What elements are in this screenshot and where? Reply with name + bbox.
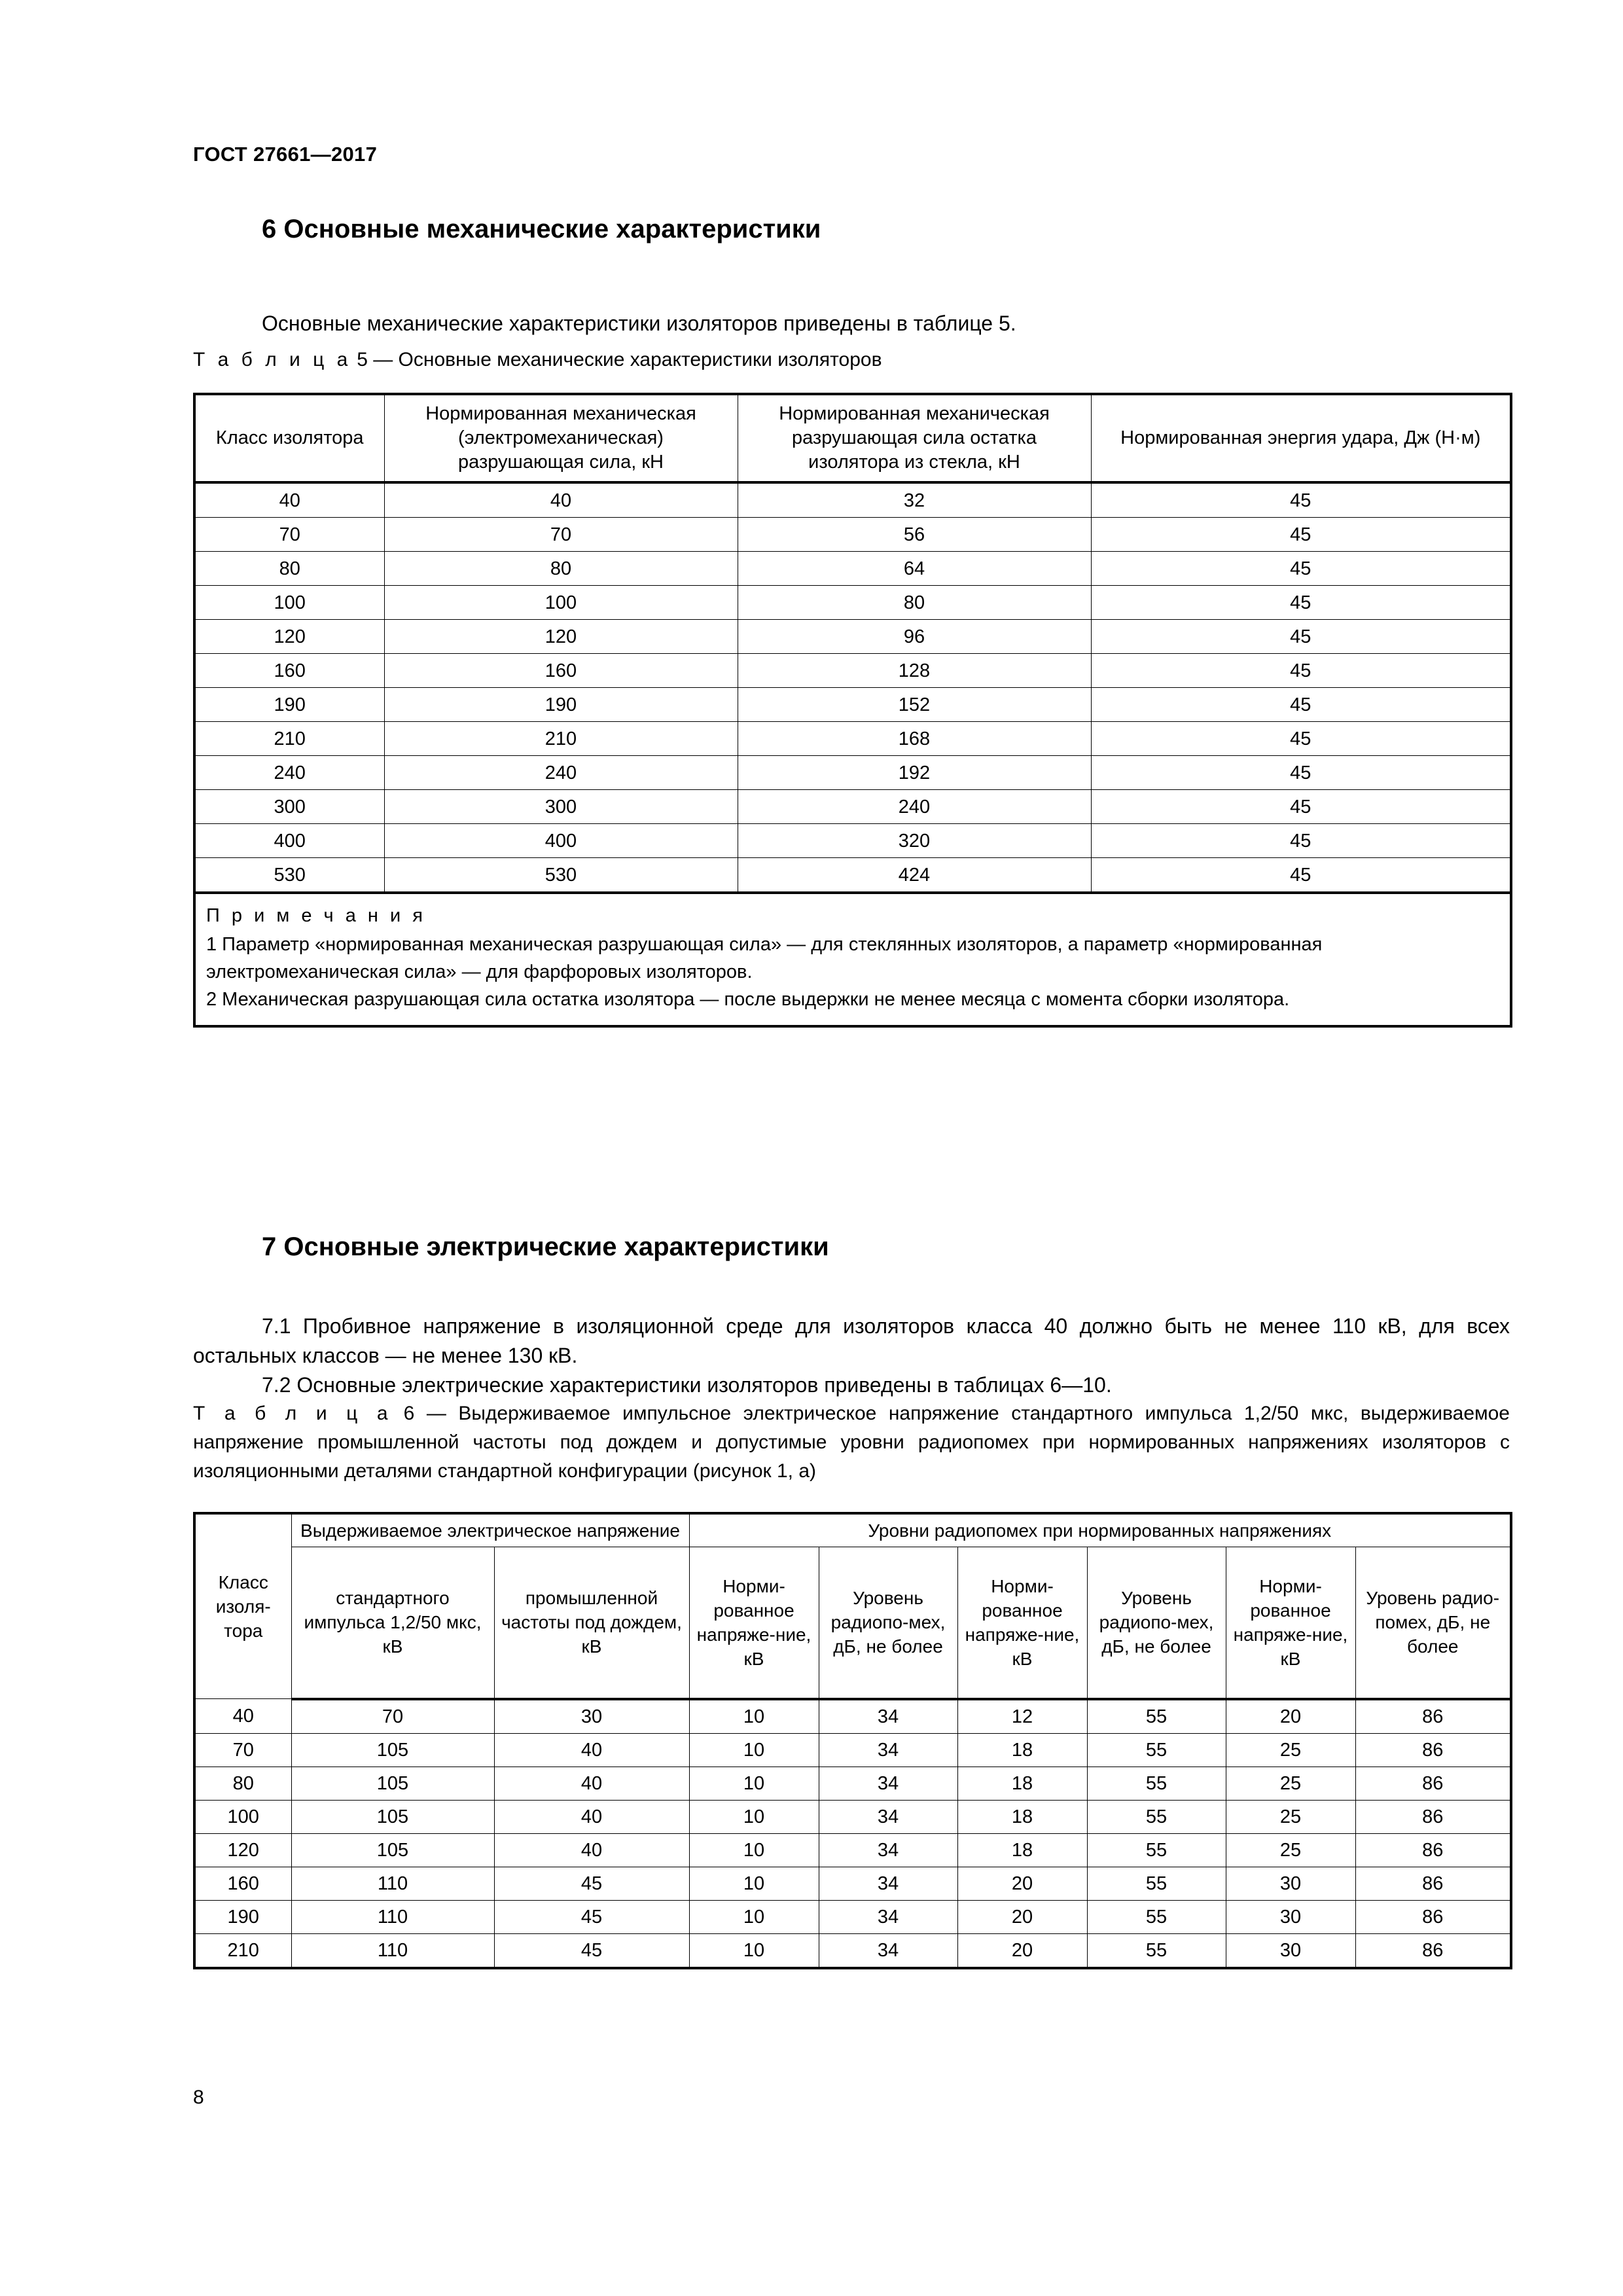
table-row: [194, 1833, 1511, 1867]
table-6-cell: 34: [819, 1800, 957, 1833]
table-6-subheader-voltage-1: Норми-рованное напряже-ние, кВ: [689, 1547, 819, 1699]
table-5-cell: 160: [194, 654, 384, 688]
table-row: [194, 688, 1511, 722]
table-5-cell: 300: [384, 790, 738, 824]
table-6-cell: 86: [1355, 1833, 1511, 1867]
table-5-cell: 32: [738, 482, 1091, 518]
table-6-cell: 25: [1226, 1833, 1355, 1867]
table-5-cell: 70: [194, 518, 384, 552]
table-6-cell: 105: [291, 1767, 494, 1800]
table-6-cell: 25: [1226, 1767, 1355, 1800]
table-6-cell: 45: [494, 1900, 689, 1933]
table-6-cell: 30: [1226, 1933, 1355, 1968]
table-6-cell: 20: [1226, 1699, 1355, 1734]
table-6-cell: 10: [689, 1900, 819, 1933]
table-6-cell: 34: [819, 1733, 957, 1767]
table-6-cell: 86: [1355, 1733, 1511, 1767]
table-6-cell: 10: [689, 1733, 819, 1767]
table-6-caption: [193, 1399, 1510, 1486]
table-6-cell: 40: [194, 1699, 291, 1734]
table-6-cell: 40: [494, 1833, 689, 1867]
table-5-notes-title: П р и м е ч а н и я: [206, 905, 426, 926]
table-6-cell: 10: [689, 1800, 819, 1833]
table-6-cell: 120: [194, 1833, 291, 1867]
section-7-paragraph-7-1: 7.1 Пробивное напряжение в изоляционной среде для изоляторов класса 40 должно быть не менее 110 кВ, для всех остальных классов — не менее 130 кВ.: [193, 1314, 1510, 1367]
table-5-cell: 530: [194, 858, 384, 893]
table-row: [194, 482, 1511, 518]
table-6-header-class: Класс изоля-тора: [194, 1513, 291, 1699]
table-6-cell: 34: [819, 1900, 957, 1933]
table-row: [194, 790, 1511, 824]
table-5-cell: 45: [1091, 824, 1511, 858]
table-5-header-residual-force: Нормированная механическая разрушающая сила остатка изолятора из стекла, кН: [738, 394, 1091, 482]
table-6-cell: 34: [819, 1767, 957, 1800]
table-6-cell: 18: [957, 1800, 1087, 1833]
table-6-caption-prefix: Т а б л и ц а: [193, 1403, 392, 1424]
table-5-cell: 45: [1091, 688, 1511, 722]
table-6-group-header-row: [194, 1513, 1511, 1547]
table-5-caption-number: 5: [357, 349, 368, 370]
table-6-cell: 55: [1087, 1699, 1226, 1734]
table-5-cell: 56: [738, 518, 1091, 552]
table-5-cell: 240: [384, 756, 738, 790]
table-5-cell: 45: [1091, 756, 1511, 790]
table-5-caption: [193, 346, 1510, 374]
table-5-cell: 80: [194, 552, 384, 586]
table-6-cell: 34: [819, 1833, 957, 1867]
table-6-cell: 25: [1226, 1733, 1355, 1767]
table-6-cell: 105: [291, 1800, 494, 1833]
table-row: [194, 1699, 1511, 1734]
table-5-cell: 45: [1091, 552, 1511, 586]
table-6-cell: 45: [494, 1867, 689, 1900]
table-5-note-2: 2 Механическая разрушающая сила остатка изолятора — после выдержки не менее месяца с момента сборки изолятора.: [206, 989, 1290, 1010]
table-6-cell: 34: [819, 1933, 957, 1968]
table-6-electrical-characteristics: [193, 1512, 1512, 1969]
table-6-cell: 40: [494, 1800, 689, 1833]
table-5-body: [194, 482, 1511, 893]
table-5-cell: 45: [1091, 858, 1511, 893]
table-6-cell: 10: [689, 1833, 819, 1867]
running-head-standard-number: ГОСТ 27661—2017: [193, 143, 378, 166]
table-6-cell: 55: [1087, 1933, 1226, 1968]
table-6-subheader-voltage-2: Норми-рованное напряже-ние, кВ: [957, 1547, 1087, 1699]
table-row: [194, 518, 1511, 552]
table-6-cell: 55: [1087, 1867, 1226, 1900]
table-6-cell: 40: [494, 1767, 689, 1800]
table-6-cell: 45: [494, 1933, 689, 1968]
table-6-cell: 80: [194, 1767, 291, 1800]
table-6-cell: 86: [1355, 1767, 1511, 1800]
table-6-cell: 10: [689, 1933, 819, 1968]
table-5-cell: 100: [194, 586, 384, 620]
table-6-cell: 12: [957, 1699, 1087, 1734]
table-6-subheader-impulse: стандартного импульса 1,2/50 мкс, кВ: [291, 1547, 494, 1699]
table-6-cell: 20: [957, 1867, 1087, 1900]
table-6-cell: 160: [194, 1867, 291, 1900]
table-6-body: [194, 1699, 1511, 1968]
table-row: [194, 756, 1511, 790]
table-row: [194, 824, 1511, 858]
table-5-cell: 45: [1091, 518, 1511, 552]
table-6-cell: 10: [689, 1767, 819, 1800]
table-6-subheader-power-frequency: промышленной частоты под дождем, кВ: [494, 1547, 689, 1699]
table-5-cell: 300: [194, 790, 384, 824]
section-7-paragraph-7-2: 7.2 Основные электрические характеристики изоляторов приведены в таблицах 6—10.: [262, 1373, 1112, 1397]
table-row: [194, 722, 1511, 756]
table-5-cell: 45: [1091, 620, 1511, 654]
table-5-cell: 45: [1091, 654, 1511, 688]
table-6-cell: 18: [957, 1767, 1087, 1800]
table-6-cell: 70: [291, 1699, 494, 1734]
table-5-cell: 190: [194, 688, 384, 722]
table-6-cell: 25: [1226, 1800, 1355, 1833]
table-6-cell: 86: [1355, 1699, 1511, 1734]
table-6-cell: 105: [291, 1833, 494, 1867]
table-6-cell: 86: [1355, 1800, 1511, 1833]
table-5-cell: 400: [194, 824, 384, 858]
table-row: [194, 654, 1511, 688]
table-5-cell: 210: [194, 722, 384, 756]
table-5-cell: 45: [1091, 586, 1511, 620]
page-number: 8: [193, 2087, 204, 2108]
table-6-subheader-rfi-1: Уровень радиопо-мех, дБ, не более: [819, 1547, 957, 1699]
table-5-cell: 424: [738, 858, 1091, 893]
table-6-cell: 110: [291, 1900, 494, 1933]
table-5-cell: 320: [738, 824, 1091, 858]
table-5-cell: 45: [1091, 482, 1511, 518]
table-5-cell: 160: [384, 654, 738, 688]
table-row: [194, 1733, 1511, 1767]
table-6-cell: 70: [194, 1733, 291, 1767]
table-5-cell: 168: [738, 722, 1091, 756]
table-row: [194, 1867, 1511, 1900]
table-6-cell: 40: [494, 1733, 689, 1767]
table-6-cell: 20: [957, 1900, 1087, 1933]
table-5-cell: 64: [738, 552, 1091, 586]
table-5-caption-prefix: Т а б л и ц а: [193, 349, 351, 370]
table-6-cell: 34: [819, 1867, 957, 1900]
table-5-caption-text: — Основные механические характеристики изоляторов: [373, 349, 882, 370]
table-5-cell: 210: [384, 722, 738, 756]
table-6-cell: 55: [1087, 1833, 1226, 1867]
table-5-notes-cell: [194, 893, 1511, 1026]
table-5-cell: 80: [738, 586, 1091, 620]
table-6-sub-header-row: [194, 1547, 1511, 1699]
table-6-cell: 55: [1087, 1733, 1226, 1767]
table-row: [194, 586, 1511, 620]
table-5-cell: 240: [194, 756, 384, 790]
table-6-cell: 34: [819, 1699, 957, 1734]
table-row: [194, 1933, 1511, 1968]
table-6-cell: 20: [957, 1933, 1087, 1968]
table-6-header-rfi-levels: Уровни радиопомех при нормированных напряжениях: [689, 1513, 1511, 1547]
table-6-cell: 10: [689, 1867, 819, 1900]
table-6-subheader-rfi-2: Уровень радиопо-мех, дБ, не более: [1087, 1547, 1226, 1699]
table-6-cell: 18: [957, 1833, 1087, 1867]
table-5-cell: 530: [384, 858, 738, 893]
table-6-subheader-rfi-3: Уровень радио-помех, дБ, не более: [1355, 1547, 1511, 1699]
table-5-cell: 190: [384, 688, 738, 722]
table-6-subheader-voltage-3: Норми-рованное напряже-ние, кВ: [1226, 1547, 1355, 1699]
table-6-cell: 100: [194, 1800, 291, 1833]
table-6-cell: 30: [494, 1699, 689, 1734]
table-6-cell: 110: [291, 1867, 494, 1900]
table-5-header-row: [194, 394, 1511, 482]
table-5-cell: 152: [738, 688, 1091, 722]
table-5-cell: 240: [738, 790, 1091, 824]
table-6-cell: 86: [1355, 1900, 1511, 1933]
table-5-cell: 128: [738, 654, 1091, 688]
table-6-cell: 55: [1087, 1800, 1226, 1833]
table-6-cell: 105: [291, 1733, 494, 1767]
table-5-cell: 45: [1091, 790, 1511, 824]
table-row: [194, 1900, 1511, 1933]
table-5-header-class: Класс изолятора: [194, 394, 384, 482]
table-6-cell: 110: [291, 1933, 494, 1968]
table-5-cell: 120: [384, 620, 738, 654]
table-5-cell: 100: [384, 586, 738, 620]
table-5-cell: 400: [384, 824, 738, 858]
table-row: [194, 552, 1511, 586]
table-5-cell: 96: [738, 620, 1091, 654]
table-6-cell: 190: [194, 1900, 291, 1933]
table-row: [194, 858, 1511, 893]
table-6-cell: 86: [1355, 1933, 1511, 1968]
table-5-note-1: 1 Параметр «нормированная механическая разрушающая сила» — для стеклянных изоляторов, а параметр «нормированная электромеханическая сила» — для фарфоровых изоляторов.: [206, 934, 1323, 982]
table-6-header-withstand-voltage: Выдерживаемое электрическое напряжение: [291, 1513, 689, 1547]
table-6-cell: 210: [194, 1933, 291, 1968]
table-6-cell: 30: [1226, 1867, 1355, 1900]
table-row: [194, 1800, 1511, 1833]
table-6-cell: 18: [957, 1733, 1087, 1767]
table-5-cell: 80: [384, 552, 738, 586]
table-6-cell: 55: [1087, 1900, 1226, 1933]
table-6-caption-text: — Выдерживаемое импульсное электрическое напряжение стандартного импульса 1,2/50 мкс, выдерживаемое напряжение промышленной частоты под дождем и допустимые уровни радиопомех при нормированных напряжениях изоляторов с изоляционными деталями стандартной конфигурации (рисунок 1, а): [193, 1403, 1510, 1482]
table-5-cell: 40: [194, 482, 384, 518]
table-6-caption-number: 6: [403, 1403, 415, 1424]
section-6-intro-paragraph: Основные механические характеристики изоляторов приведены в таблице 5.: [262, 312, 1016, 335]
section-7-heading: 7 Основные электрические характеристики: [262, 1232, 829, 1261]
table-6-cell: 30: [1226, 1900, 1355, 1933]
table-5-notes-row: [194, 893, 1511, 1026]
table-row: [194, 620, 1511, 654]
table-5-header-impact-energy: Нормированная энергия удара, Дж (Н·м): [1091, 394, 1511, 482]
table-5-cell: 40: [384, 482, 738, 518]
table-5-mechanical-characteristics: [193, 393, 1512, 1028]
table-6-cell: 86: [1355, 1867, 1511, 1900]
table-5-header-breaking-force: Нормированная механическая (электромеханическая) разрушающая сила, кН: [384, 394, 738, 482]
table-5-cell: 120: [194, 620, 384, 654]
table-row: [194, 1767, 1511, 1800]
table-6-cell: 10: [689, 1699, 819, 1734]
table-5-cell: 70: [384, 518, 738, 552]
table-5-cell: 192: [738, 756, 1091, 790]
table-6-cell: 55: [1087, 1767, 1226, 1800]
table-5-cell: 45: [1091, 722, 1511, 756]
section-6-heading: 6 Основные механические характеристики: [262, 215, 821, 243]
